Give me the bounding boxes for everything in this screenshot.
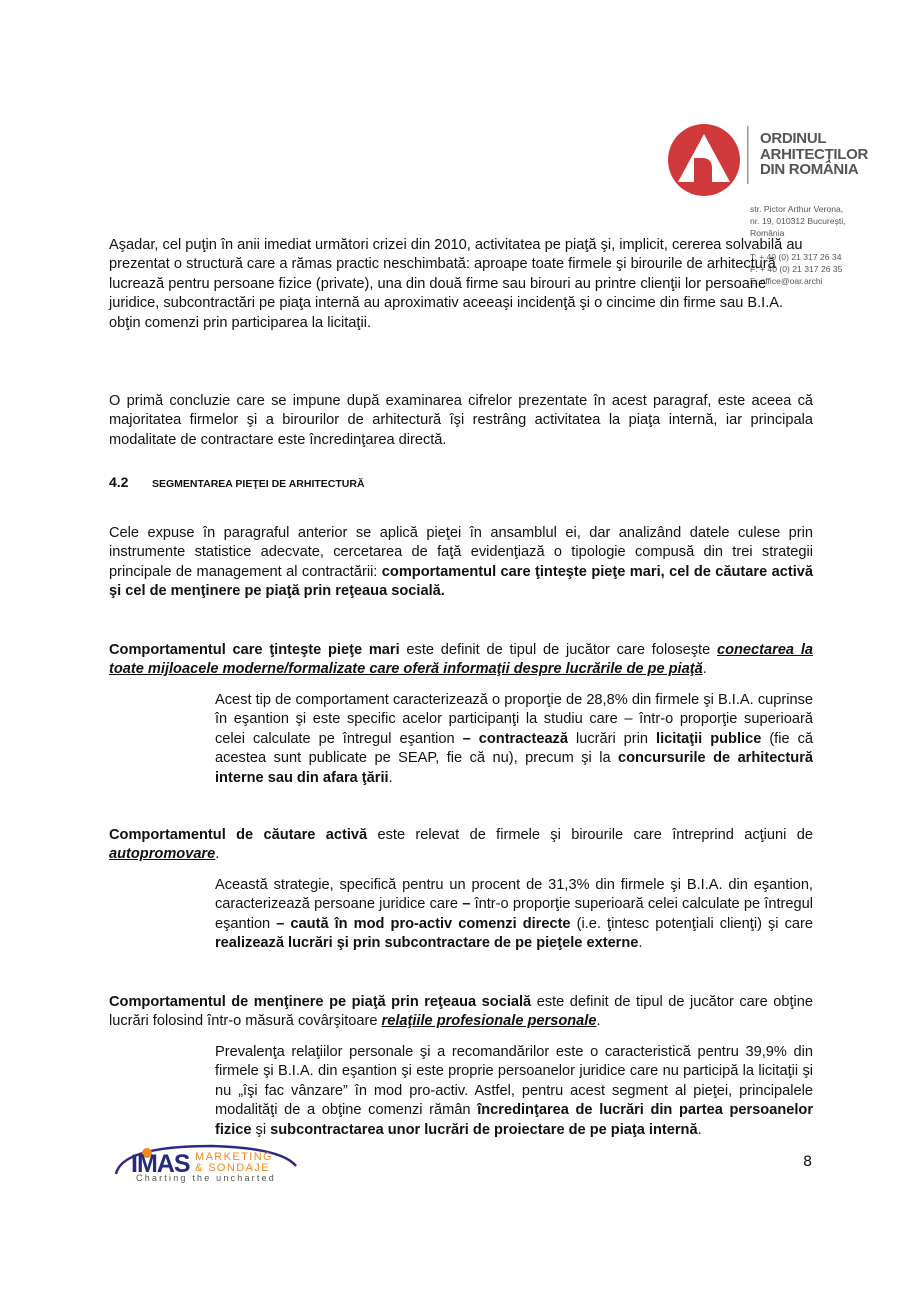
page-number: 8 [803,1154,813,1170]
imas-sub1: MARKETING [195,1151,273,1163]
fax: F: + 40 (0) 21 317 26 35 [750,264,843,274]
address-line: str. Pictor Arthur Verona, [750,204,844,214]
org-name-line: ORDINUL [760,130,827,147]
emphasis: relaţiile profesionale personale [381,1013,597,1030]
section-heading [109,474,365,490]
phone: T: + 40 (0) 21 317 26 34 [750,252,842,262]
imas-wordmark: IMAS [131,1150,190,1178]
emphasis: licitaţii publice [656,730,762,747]
emphasis: – contractează [462,730,568,747]
text: într-o proporţie superioară celei calculate pe întregul eşantion [215,896,813,932]
emphasis: realizează lucrări şi prin subcontractare de pe pieţele externe [215,935,639,952]
imas-tagline: Charting the uncharted [136,1173,276,1183]
address-line: România [750,228,785,238]
emphasis: comportamentul care ţinteşte pieţe mari, cel de căutare activă şi cel de menţinere pe piaţă prin reţeaua socială. [109,563,813,600]
paragraph-3 [109,524,813,602]
text: (i.e. ţintesc potenţiali clienţi) şi care [570,915,813,932]
emphasis: – [462,896,471,913]
text: este definit de tipul de jucător care foloseşte [399,642,717,658]
text: Această strategie, specifică pentru un procent de 31,3% din firmele şi B.I.A. din eşantion, caracterizează persoane juridice care [215,877,813,913]
text: este relevat de firmele şi birourile care întreprind acţiuni de [367,827,813,843]
emphasis: conectarea la toate mijloacele moderne/formalizate care oferă informaţii despre lucrările de pe piaţă [109,642,813,678]
paragraph-2: O primă concluzie care se impune după examinarea cifrelor prezentate în acest paragraf, este aceea că majoritatea firmelor şi a birourilor de arhitectură îşi restrâng activitatea la piaţa internă, iar principala modalitate de contractare este încredinţarea directă. [109,393,813,448]
emphasis: subcontractarea unor lucrări de proiectare de pe piaţa internă [270,1121,698,1138]
imas-sub2: & SONDAJE [195,1162,270,1174]
org-name-line: ARHITECȚILOR [760,145,869,163]
oar-logo [668,123,873,203]
address-line: nr. 19, 010312 București, [750,216,846,226]
emphasis: concursurile de arhitectură interne sau din afara ţării [215,750,813,786]
strategy-2-intro [109,826,813,865]
emphasis: – caută în mod pro-activ comenzi directe [276,915,571,932]
text: . [596,1013,601,1030]
strategy-1-detail [215,691,813,788]
emphasis: încredinţarea de lucrări din partea persoanelor fizice [215,1102,813,1138]
section-title: SEGMENTAREA PIEŢEI DE ARHITECTURĂ [152,478,365,490]
text: Cele expuse în paragraful anterior se aplică pieţei în ansamblul ei, dar analizând datele culese prin instrumente statistice adecvate, cercetarea de faţă evidenţiază o tipologie compusă din trei strategii principale de management al contractării: [109,525,813,580]
strategy-2-detail [215,876,813,954]
text: . [215,846,220,863]
text: Prevalenţa relaţiilor personale şi a recomandărilor este o caracteristică pentru 39,9% din firmele şi B.I.A. din eşantion şi este proprie persoanelor juridice care nu participă la licitaţii şi nu „îşi fac vânzare” în mod pro-activ. Astfel, pentru acest segment al pieţei, principalele modalităţi de a obţine comenzi rămân [215,1044,813,1119]
strategy-1-intro [109,641,813,680]
text: şi [251,1121,271,1138]
strategy-3-title: Comportamentul de menţinere pe piaţă prin reţeaua socială [109,994,532,1010]
text: (fie că acestea sunt publicate pe SEAP, fie că nu), precum şi la [215,730,813,767]
text: . [702,661,707,678]
strategy-3-intro [109,993,813,1032]
email: E: office@oar.archi [750,276,823,286]
text: . [638,935,643,952]
paragraph-1: Aşadar, cel puţin în anii imediat următori crizei din 2010, activitatea pe piaţă şi, implicit, cererea solvabilă au prezentat o structură care a rămas practic neschimbată: aproape toate firmele şi birourile de arhitectură lucrează pentru persoane fizice (private), una din două firme sau birouri au printre clienţii lor persoane juridice, subcontractări pe piaţa internă au aproximativ aceeaşi incidenţă şi o cincime din firme sau B.I.A. obţin comenzi prin participarea la licitaţii. [109,237,803,331]
text: este definit de tipul de jucător care obţine lucrări folosind într-o măsură covârşitoare [109,994,814,1030]
emphasis: autopromovare [109,846,216,863]
text: . [697,1121,702,1138]
strategy-3-detail [215,1043,813,1140]
text: Acest tip de comportament caracterizează o proporţie de 28,8% din firmele şi B.I.A. cuprinse în eşantion şi este specific acelor participanţi la studiu care – într-o proporţie superioară celei calculate pe întregul eşantion [215,692,813,747]
org-name-line: DIN ROMÂNIA [760,161,859,178]
strategy-1-title: Comportamentul care ţinteşte pieţe mari [109,642,400,658]
strategy-2-title: Comportamentul de căutare activă [109,827,368,843]
text: . [388,769,393,786]
text: lucrări prin [567,730,657,747]
section-number: 4.2 [109,474,129,490]
